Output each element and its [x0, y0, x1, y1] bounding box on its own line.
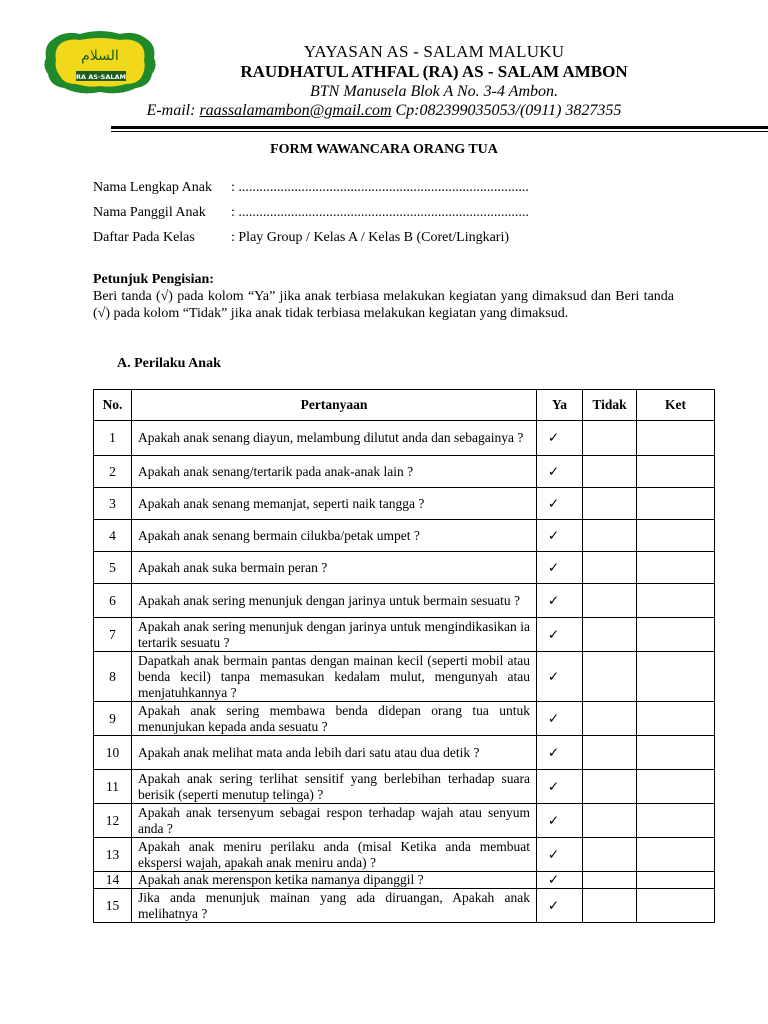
ya-checkmark[interactable]: ✓: [537, 552, 583, 584]
row-question: Apakah anak sering menunjuk dengan jarinya untuk bermain sesuatu ?: [132, 584, 537, 618]
behavior-table: [93, 389, 715, 923]
ket-cell[interactable]: [637, 770, 715, 804]
foundation-name: YAYASAN AS - SALAM MALUKU: [303, 42, 565, 61]
ya-checkmark[interactable]: ✓: [537, 618, 583, 652]
tidak-cell[interactable]: [583, 872, 637, 889]
table-row: [94, 552, 715, 584]
ket-cell[interactable]: [637, 702, 715, 736]
email-label: E-mail:: [146, 102, 200, 119]
field-value: : Play Group / Kelas A / Kelas B (Coret/Lingkari): [231, 230, 510, 245]
row-question: Apakah anak sering membawa benda didepan orang tua untuk menunjukan kepada anda sesuatu ?: [132, 702, 537, 736]
row-number: 5: [94, 552, 132, 584]
row-question: Apakah anak senang/tertarik pada anak-anak lain ?: [132, 456, 537, 488]
row-number: 14: [94, 872, 132, 889]
row-number: 1: [94, 421, 132, 456]
table-row: [94, 652, 715, 702]
field-nama-lengkap: [93, 180, 529, 196]
table-row: [94, 618, 715, 652]
ket-cell[interactable]: [637, 889, 715, 923]
ket-cell[interactable]: [637, 652, 715, 702]
field-nama-panggil: [93, 205, 529, 221]
table-row: [94, 804, 715, 838]
form-title: FORM WAWANCARA ORANG TUA: [270, 142, 498, 157]
table-row: [94, 584, 715, 618]
ket-cell[interactable]: [637, 838, 715, 872]
tidak-cell[interactable]: [583, 652, 637, 702]
field-label: Daftar Pada Kelas: [93, 230, 195, 245]
phone-text: Cp:082399035053/(0911) 3827355: [391, 102, 622, 119]
table-row: [94, 456, 715, 488]
ya-checkmark[interactable]: ✓: [537, 804, 583, 838]
header-no: No.: [94, 390, 132, 421]
school-name: RAUDHATUL ATHFAL (RA) AS - SALAM AMBON: [240, 62, 628, 81]
ket-cell[interactable]: [637, 804, 715, 838]
school-address: BTN Manusela Blok A No. 3-4 Ambon.: [310, 83, 558, 100]
tidak-cell[interactable]: [583, 618, 637, 652]
contact-line: [0, 102, 768, 120]
email-link[interactable]: raassalamambon@gmail.com: [199, 102, 392, 119]
ket-cell[interactable]: [637, 488, 715, 520]
row-question: Dapatkah anak bermain pantas dengan mainan kecil (seperti mobil atau benda kecil) tanpa memasukan kedalam mulut, mengunyah atau menjatuhkannya ?: [132, 652, 537, 702]
tidak-cell[interactable]: [583, 456, 637, 488]
row-number: 9: [94, 702, 132, 736]
row-number: 3: [94, 488, 132, 520]
ket-cell[interactable]: [637, 456, 715, 488]
ket-cell[interactable]: [637, 872, 715, 889]
table-header-row: [94, 390, 715, 421]
row-question: Apakah anak melihat mata anda lebih dari satu atau dua detik ?: [132, 736, 537, 770]
tidak-cell[interactable]: [583, 770, 637, 804]
row-question: Apakah anak suka bermain peran ?: [132, 552, 537, 584]
ket-cell[interactable]: [637, 736, 715, 770]
table-row: [94, 889, 715, 923]
table-row: [94, 770, 715, 804]
ya-checkmark[interactable]: ✓: [537, 456, 583, 488]
header-ket: Ket: [637, 390, 715, 421]
ya-checkmark[interactable]: ✓: [537, 421, 583, 456]
header-rule-thick: [111, 126, 768, 129]
ya-checkmark[interactable]: ✓: [537, 872, 583, 889]
tidak-cell[interactable]: [583, 838, 637, 872]
row-question: Jika anda menunjuk mainan yang ada diruangan, Apakah anak melihatnya ?: [132, 889, 537, 923]
row-number: 2: [94, 456, 132, 488]
tidak-cell[interactable]: [583, 736, 637, 770]
tidak-cell[interactable]: [583, 804, 637, 838]
table-row: [94, 838, 715, 872]
row-question: Apakah anak senang diayun, melambung dilutut anda dan sebagainya ?: [132, 421, 537, 456]
tidak-cell[interactable]: [583, 584, 637, 618]
row-number: 8: [94, 652, 132, 702]
ket-cell[interactable]: [637, 520, 715, 552]
table-row: [94, 421, 715, 456]
ya-checkmark[interactable]: ✓: [537, 488, 583, 520]
section-title: A. Perilaku Anak: [117, 356, 221, 371]
table-row: [94, 736, 715, 770]
logo-label-text: RA AS-SALAM: [75, 73, 127, 81]
row-number: 13: [94, 838, 132, 872]
ket-cell[interactable]: [637, 552, 715, 584]
row-number: 6: [94, 584, 132, 618]
table-row: [94, 872, 715, 889]
row-number: 11: [94, 770, 132, 804]
field-daftar-kelas: [93, 230, 509, 246]
row-question: Apakah anak meniru perilaku anda (misal Ketika anda membuat ekspersi wajah, apakah anak meniru anda) ?: [132, 838, 537, 872]
field-label: Nama Lengkap Anak: [93, 180, 212, 195]
row-question: Apakah anak senang memanjat, seperti naik tangga ?: [132, 488, 537, 520]
tidak-cell[interactable]: [583, 889, 637, 923]
header-ya: Ya: [537, 390, 583, 421]
tidak-cell[interactable]: [583, 520, 637, 552]
row-question: Apakah anak sering terlihat sensitif yang berlebihan terhadap suara berisik (seperti menutup telinga) ?: [132, 770, 537, 804]
ya-checkmark[interactable]: ✓: [537, 770, 583, 804]
field-value: : ...................................................................................: [231, 205, 529, 220]
ya-checkmark[interactable]: ✓: [537, 838, 583, 872]
row-question: Apakah anak tersenyum sebagai respon terhadap wajah atau senyum anda ?: [132, 804, 537, 838]
instructions-text: Beri tanda (√) pada kolom “Ya” jika anak terbiasa melakukan kegiatan yang dimaksud dan Beri tanda (√) pada kolom “Tidak” jika anak tidak terbiasa melakukan kegiatan yang dimaksud.: [93, 289, 674, 321]
table-row: [94, 520, 715, 552]
ket-cell[interactable]: [637, 618, 715, 652]
ya-checkmark[interactable]: ✓: [537, 702, 583, 736]
tidak-cell[interactable]: [583, 488, 637, 520]
row-number: 12: [94, 804, 132, 838]
table-row: [94, 702, 715, 736]
logo-arabic-text: السلام: [81, 48, 119, 64]
header-rule-thin: [111, 131, 768, 132]
ya-checkmark[interactable]: ✓: [537, 520, 583, 552]
ya-checkmark[interactable]: ✓: [537, 889, 583, 923]
row-number: 15: [94, 889, 132, 923]
field-label: Nama Panggil Anak: [93, 205, 206, 220]
row-question: Apakah anak senang bermain cilukba/petak umpet ?: [132, 520, 537, 552]
ya-checkmark[interactable]: ✓: [537, 652, 583, 702]
header-question: Pertanyaan: [132, 390, 537, 421]
ket-cell[interactable]: [637, 421, 715, 456]
row-number: 4: [94, 520, 132, 552]
instructions-heading: Petunjuk Pengisian:: [93, 272, 214, 287]
row-question: Apakah anak merenspon ketika namanya dipanggil ?: [132, 872, 537, 889]
ya-checkmark[interactable]: ✓: [537, 736, 583, 770]
header-tidak: Tidak: [583, 390, 637, 421]
table-row: [94, 488, 715, 520]
row-number: 7: [94, 618, 132, 652]
row-number: 10: [94, 736, 132, 770]
tidak-cell[interactable]: [583, 421, 637, 456]
ket-cell[interactable]: [637, 584, 715, 618]
tidak-cell[interactable]: [583, 552, 637, 584]
row-question: Apakah anak sering menunjuk dengan jarinya untuk mengindikasikan ia tertarik sesuatu ?: [132, 618, 537, 652]
tidak-cell[interactable]: [583, 702, 637, 736]
field-value: : ...................................................................................: [231, 180, 529, 195]
ya-checkmark[interactable]: ✓: [537, 584, 583, 618]
